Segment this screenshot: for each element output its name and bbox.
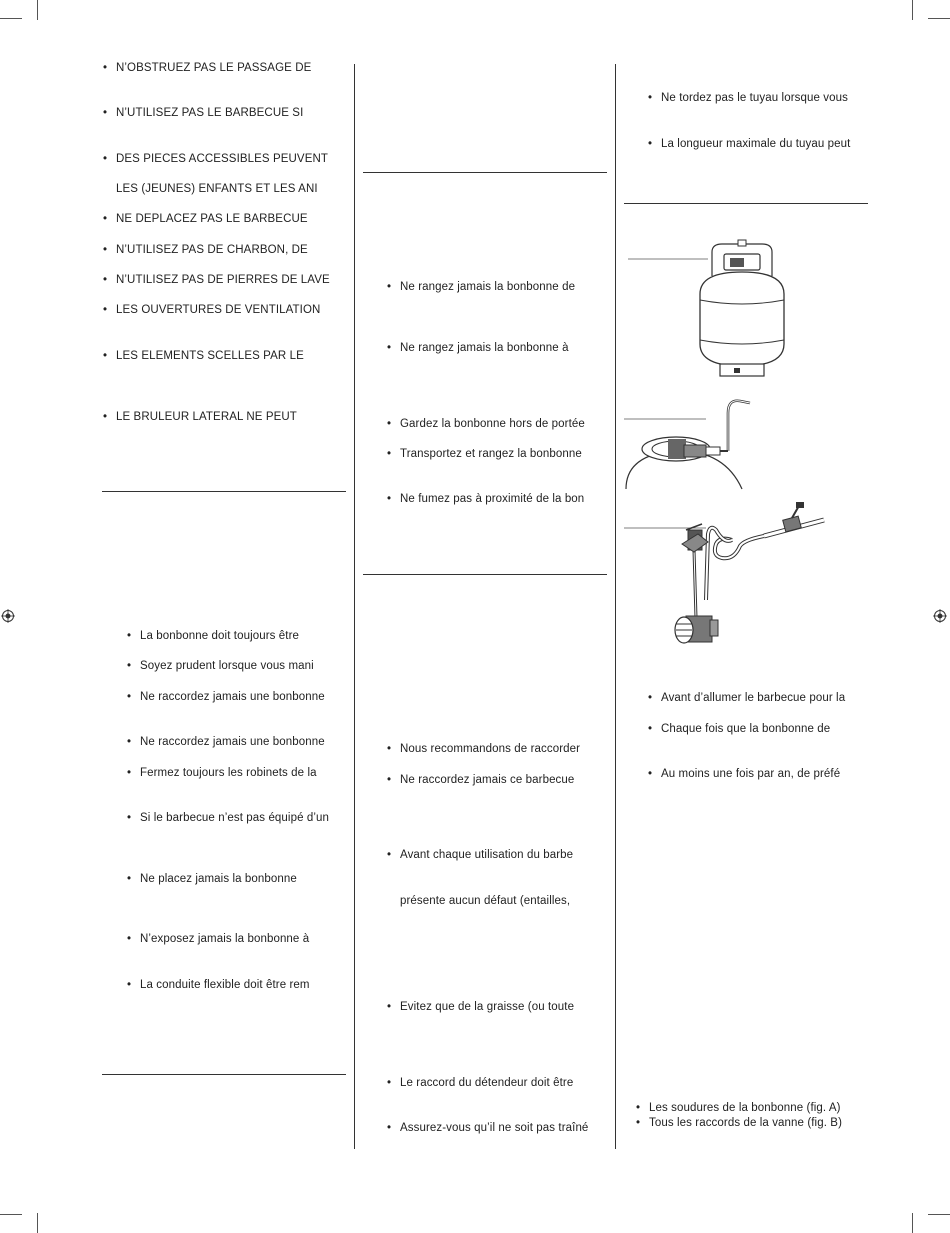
list-item: Si le barbecue n’est pas équipé d’un [140,812,330,824]
bullet: • [387,493,392,505]
crop-mark [0,1214,22,1215]
bullet: • [103,350,108,362]
bullet: • [103,244,108,256]
tank-valve-icon [624,393,754,493]
section-rule [363,574,607,575]
warning-item-continuation: LES (JEUNES) ENFANTS ET LES ANI [116,183,318,195]
bullet: • [127,873,132,885]
bullet: • [648,768,653,780]
section-rule [363,172,607,173]
warning-item: LE BRULEUR LATERAL NE PEUT [116,411,297,423]
list-item: Ne raccordez jamais une bonbonne [140,691,325,703]
crop-mark [912,0,913,20]
bullet: • [127,630,132,642]
bullet: • [648,692,653,704]
bullet: • [103,62,108,74]
crop-mark [37,1213,38,1233]
list-item: Transportez et rangez la bonbonne [400,448,582,460]
bullet: • [387,342,392,354]
warning-item: LES OUVERTURES DE VENTILATION [116,304,321,316]
propane-tank-icon [626,236,786,386]
list-item: N’exposez jamais la bonbonne à [140,933,310,945]
bullet: • [103,304,108,316]
list-item: Ne rangez jamais la bonbonne de [400,281,576,293]
registration-mark-icon [933,609,947,623]
list-item: Evitez que de la graisse (ou toute [400,1001,575,1013]
crop-mark [0,18,22,19]
bullet: • [387,849,392,861]
bullet: • [127,736,132,748]
list-item: La conduite flexible doit être rem [140,979,310,991]
list-item: Fermez toujours les robinets de la [140,767,317,779]
section-rule [102,491,346,492]
bullet: • [636,1117,641,1129]
bullet: • [127,691,132,703]
list-item: Ne raccordez jamais ce barbecue [400,774,575,786]
section-rule [102,1074,346,1075]
warning-item: N’OBSTRUEZ PAS LE PASSAGE DE [116,62,312,74]
column-divider [354,64,355,1149]
bullet: • [387,281,392,293]
list-item: Ne rangez jamais la bonbonne à [400,342,569,354]
bullet: • [103,411,108,423]
list-item: Assurez-vous qu’il ne soit pas traîné [400,1122,589,1134]
bullet: • [103,107,108,119]
bullet: • [127,979,132,991]
bullet: • [648,723,653,735]
bullet: • [387,418,392,430]
figure-regulator [624,500,834,650]
warning-item: N’UTILISEZ PAS DE PIERRES DE LAVE [116,274,330,286]
bullet: • [103,153,108,165]
list-item: La bonbonne doit toujours être [140,630,300,642]
bullet: • [127,933,132,945]
warning-item: N’UTILISEZ PAS LE BARBECUE SI [116,107,304,119]
bullet: • [387,774,392,786]
list-item: Avant chaque utilisation du barbe [400,849,574,861]
warning-item: N’UTILISEZ PAS DE CHARBON, DE [116,244,308,256]
crop-mark [928,18,950,19]
section-rule [624,203,868,204]
warning-item: LES ELEMENTS SCELLES PAR LE [116,350,304,362]
list-item: Ne fumez pas à proximité de la bon [400,493,585,505]
bullet: • [127,660,132,672]
bullet: • [103,274,108,286]
bullet: • [648,138,653,150]
list-item: Au moins une fois par an, de préfé [661,768,841,780]
bullet: • [127,767,132,779]
warning-item: NE DEPLACEZ PAS LE BARBECUE [116,213,308,225]
bullet: • [387,1001,392,1013]
figure-tank [626,236,786,386]
column-divider [615,64,616,1149]
bullet: • [387,1122,392,1134]
bullet: • [127,812,132,824]
crop-mark [928,1214,950,1215]
registration-mark-icon [1,609,15,623]
crop-mark [37,0,38,20]
list-item: Ne tordez pas le tuyau lorsque vous [661,92,848,104]
list-item: Ne raccordez jamais une bonbonne [140,736,325,748]
list-item: Chaque fois que la bonbonne de [661,723,831,735]
list-item: Avant d’allumer le barbecue pour la [661,692,846,704]
list-item: Tous les raccords de la vanne (fig. B) [649,1117,842,1129]
bullet: • [648,92,653,104]
figure-valve [624,393,754,493]
list-item: La longueur maximale du tuyau peut [661,138,851,150]
bullet: • [103,213,108,225]
list-item: Les soudures de la bonbonne (fig. A) [649,1102,841,1114]
bullet: • [387,743,392,755]
crop-mark [912,1213,913,1233]
list-item: Gardez la bonbonne hors de portée [400,418,585,430]
bullet: • [387,448,392,460]
list-item: Le raccord du détendeur doit être [400,1077,574,1089]
bullet: • [387,1077,392,1089]
bullet: • [636,1102,641,1114]
warning-item: DES PIECES ACCESSIBLES PEUVENT [116,153,328,165]
list-item-continuation: présente aucun défaut (entailles, [400,895,571,907]
list-item: Soyez prudent lorsque vous mani [140,660,314,672]
list-item: Ne placez jamais la bonbonne [140,873,297,885]
regulator-hose-icon [624,500,834,650]
list-item: Nous recommandons de raccorder [400,743,581,755]
